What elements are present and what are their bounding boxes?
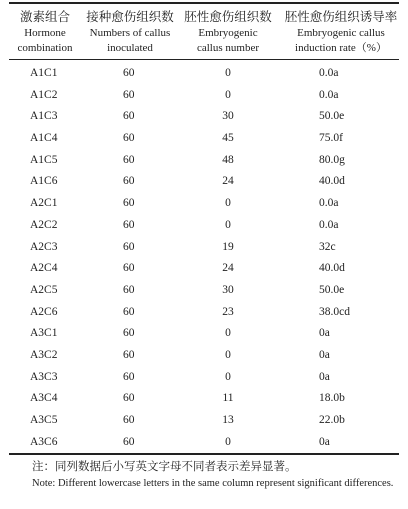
- cell-induction-rate: 0a: [319, 370, 330, 383]
- cell-inoculated: 60: [123, 175, 135, 188]
- header-rate-en2: induction rate（%）: [295, 42, 387, 54]
- table-row: [0, 85, 408, 107]
- cell-inoculated: 60: [123, 240, 135, 253]
- cell-inoculated: 60: [123, 218, 135, 231]
- cell-inoculated: 60: [123, 414, 135, 426]
- header-embryogenic-en2: callus number: [196, 42, 259, 54]
- note-chinese: 注：同列数据后小写英文字母不同者表示差异显著。: [32, 461, 297, 473]
- cell-induction-rate: 0a: [319, 327, 330, 340]
- cell-combination: A2C3: [30, 240, 58, 253]
- header-inoculated-en1: Numbers of callus: [89, 27, 171, 39]
- cell-inoculated: 60: [123, 110, 135, 123]
- header-embryogenic-en1: Embryogenic: [198, 27, 258, 39]
- table-row: [0, 150, 408, 172]
- table-row: [0, 323, 408, 345]
- header-inoculated-cn: 接种愈伤组织数: [86, 10, 174, 24]
- cell-embryogenic-value: 19: [222, 240, 234, 253]
- header-embryogenic-cn: 胚性愈伤组织数: [184, 10, 272, 24]
- cell-induction-rate: 22.0b: [319, 414, 345, 426]
- cell-combination: A1C6: [30, 175, 58, 188]
- cell-induction-rate: 38.0cd: [319, 305, 350, 318]
- table-body: [0, 63, 408, 453]
- cell-combination: A2C5: [30, 283, 58, 296]
- table-row: [0, 193, 408, 215]
- cell-embryogenic-value: 0: [225, 370, 231, 383]
- cell-combination: A3C6: [30, 435, 58, 448]
- cell-induction-rate: 0a: [319, 348, 330, 361]
- cell-combination: A3C3: [30, 370, 58, 383]
- cell-embryogenic-value: 30: [222, 110, 234, 123]
- cell-combination: A1C5: [30, 153, 58, 166]
- header-combo-en2: combination: [17, 42, 73, 54]
- cell-embryogenic-value: 24: [222, 262, 234, 275]
- cell-inoculated: 60: [123, 327, 135, 340]
- cell-embryogenic-value: 23: [222, 305, 234, 318]
- cell-induction-rate: 50.0e: [319, 283, 345, 296]
- cell-induction-rate: 0a: [319, 435, 330, 448]
- cell-induction-rate: 32c: [319, 240, 336, 253]
- cell-inoculated: 60: [123, 283, 135, 296]
- cell-embryogenic-value: 45: [222, 132, 234, 145]
- cell-inoculated: 60: [123, 392, 135, 405]
- header-row-english-1: [0, 25, 408, 41]
- table-row: [0, 258, 408, 280]
- cell-induction-rate: 80.0g: [319, 153, 345, 166]
- cell-inoculated: 60: [123, 370, 135, 383]
- bottom-rule: [9, 453, 399, 455]
- cell-combination: A1C1: [30, 67, 58, 79]
- header-combo-en1: Hormone: [24, 27, 66, 39]
- cell-embryogenic-value: 0: [225, 435, 231, 448]
- cell-embryogenic-value: 0: [225, 197, 231, 210]
- cell-embryogenic-value: 0: [225, 67, 231, 79]
- cell-combination: A2C1: [30, 197, 58, 210]
- table-row: [0, 432, 408, 454]
- table-row: [0, 345, 408, 367]
- cell-inoculated: 60: [123, 153, 135, 166]
- cell-embryogenic-value: 0: [225, 348, 231, 361]
- cell-combination: A3C4: [30, 392, 58, 405]
- cell-embryogenic-value: 48: [222, 153, 234, 166]
- cell-embryogenic-value: 11: [222, 392, 234, 405]
- cell-inoculated: 60: [123, 435, 135, 448]
- cell-induction-rate: 40.0d: [319, 262, 345, 275]
- header-combo-cn: 激素组合: [19, 10, 70, 24]
- cell-inoculated: 60: [123, 132, 135, 145]
- cell-embryogenic-value: 24: [222, 175, 234, 188]
- header-rule: [9, 59, 399, 60]
- cell-inoculated: 60: [123, 305, 135, 318]
- table-row: [0, 388, 408, 410]
- table-row: [0, 215, 408, 237]
- table-row: [0, 410, 408, 432]
- cell-combination: A2C2: [30, 218, 58, 231]
- header-inoculated-en2: inoculated: [107, 42, 153, 54]
- cell-induction-rate: 0.0a: [319, 67, 339, 79]
- cell-combination: A1C3: [30, 110, 58, 123]
- cell-combination: A1C4: [30, 132, 58, 145]
- cell-embryogenic-value: 0: [225, 327, 231, 340]
- cell-embryogenic-value: 0: [225, 88, 231, 101]
- header-row-chinese: [0, 9, 408, 25]
- cell-combination: A2C6: [30, 305, 58, 318]
- table-row: [0, 302, 408, 324]
- header-row-english-2: [0, 40, 408, 56]
- table-row: [0, 237, 408, 259]
- cell-inoculated: 60: [123, 348, 135, 361]
- cell-inoculated: 60: [123, 88, 135, 101]
- table-row: [0, 63, 408, 85]
- cell-induction-rate: 75.0f: [319, 132, 343, 145]
- cell-induction-rate: 0.0a: [319, 218, 339, 231]
- cell-induction-rate: 0.0a: [319, 197, 339, 210]
- cell-inoculated: 60: [123, 262, 135, 275]
- note-english: Note: Different lowercase letters in the same column represent significant differences.: [32, 478, 394, 489]
- cell-induction-rate: 50.0e: [319, 110, 345, 123]
- cell-combination: A2C4: [30, 262, 58, 275]
- cell-inoculated: 60: [123, 197, 135, 210]
- header-rate-en1: Embryogenic callus: [297, 27, 385, 39]
- table-row: [0, 106, 408, 128]
- cell-embryogenic-value: 13: [222, 414, 234, 426]
- table-row: [0, 367, 408, 389]
- cell-combination: A3C5: [30, 414, 58, 426]
- cell-induction-rate: 18.0b: [319, 392, 345, 405]
- cell-combination: A3C1: [30, 327, 58, 340]
- table-row: [0, 280, 408, 302]
- cell-embryogenic-value: 0: [225, 218, 231, 231]
- cell-combination: A1C2: [30, 88, 58, 101]
- top-rule: [9, 2, 399, 4]
- cell-induction-rate: 40.0d: [319, 175, 345, 188]
- cell-inoculated: 60: [123, 67, 135, 79]
- cell-induction-rate: 0.0a: [319, 88, 339, 101]
- cell-embryogenic-value: 30: [222, 283, 234, 296]
- table-row: [0, 128, 408, 150]
- cell-combination: A3C2: [30, 348, 58, 361]
- header-rate-cn: 胚性愈伤组织诱导率: [284, 10, 398, 24]
- table-row: [0, 171, 408, 193]
